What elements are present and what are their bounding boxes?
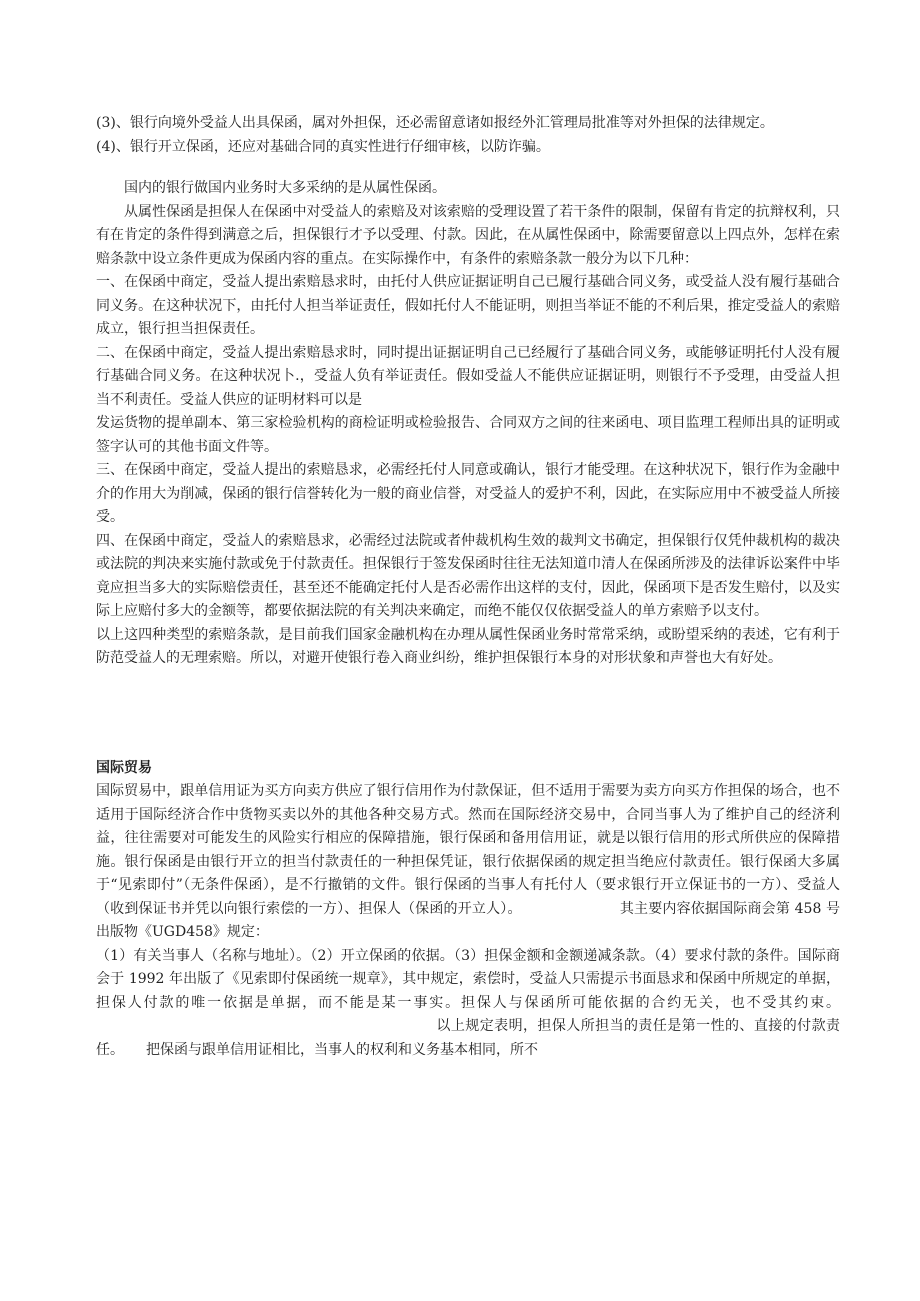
guarantee-compare-text: 把保函与跟单信用证相比，当事人的权利和义务基本相同，所不: [146, 1041, 538, 1058]
intl-trade-rules-text: 其主要内容依据国际商会第 458 号出版物《UGD458》规定：: [96, 900, 841, 940]
paragraph-domestic-banks: 国内的银行做国内业务时大多采纳的是从属性保函。: [124, 180, 446, 196]
spacer: [96, 671, 840, 757]
paragraph-item-4: (4)、银行开立保函，还应对基础合同的真实性进行仔细审核，以防诈骗。: [96, 138, 550, 155]
paragraph-clause-three: 三、在保函中商定，受益人提出的索赔恳求，必需经托付人同意或确认，银行才能受理。在这种状况下，银行作为金融中介的作用大为削减，保函的银行信誉转化为一般的商业信誉，对受益人的爱护不利，因此，在实际应用中不被受益人所接受。: [96, 462, 840, 525]
spacer: [96, 159, 840, 177]
paragraph-guarantee-content: [96, 945, 840, 1063]
guarantee-content-text: （1）有关当事人（名称与地址）。（2）开立保函的依据。（3）担保金额和金额递减条款。（4）要求付款的条件。国际商会于 1992 年出版了《见索即付保函统一规章》，其中规定，索偿时，受益人只需提示书面恳求和保函中所规定的单据，担保人付款的唯一依据是单据，而不能是某一事实。担保人与保函所可能依据的合约无关，也不受其约束。: [96, 947, 840, 1011]
paragraph-clause-two: 二、在保函中商定，受益人提出索赔恳求时，同时提出证据证明自己已经履行了基础合同义务，或能够证明托付人没有履行基础合同义务。在这种状况卜.，受益人负有举证责任。假如受益人不能供应证据证明，则银行不予受理，由受益人担当不利责任。受益人供应的证明材料可以是: [96, 344, 840, 408]
paragraph-intl-trade: [96, 780, 840, 945]
paragraph-accessory-guarantee: 从属性保函是担保人在保函中对受益人的索赔及对该索赔的受理设置了若干条件的限制，保留有肯定的抗辩权利，只有在肯定的条件得到满意之后，担保银行才予以受理、付款。因此，在从属性保函中，除需要留意以上四点外，怎样在索赔条款中设立条件更成为保函内容的重点。在实际操作中，有条件的索赔条款一般分为以下几种：: [96, 203, 840, 267]
guarantee-liability-text: 以上规定表明，担保人所担当的责任是第一性的、直接的付款责任。: [96, 1018, 840, 1058]
document-page: [96, 112, 840, 1062]
paragraph-clause-four: 四、在保函中商定，受益人的索赔恳求，必需经过法院或者仲裁机构生效的裁判文书确定，担保银行仅凭仲裁机构的裁决或法院的判决来实施付款或免于付款责任。担保银行于签发保函时往往无法知道巾清人在保函所涉及的法律诉讼案件中毕竟应担当多大的实际赔偿责任，甚至还不能确定托付人是否必需作出这样的支付，因此，保函项下是否发生赔付，以及实际上应赔付多大的金额等，都要依据法院的有关判决来确定，而绝不能仅仅依据受益人的单方索赔予以支付。: [96, 532, 840, 619]
section-heading: 国际贸易: [96, 759, 152, 776]
paragraph-item-3: (3)、银行向境外受益人出具保函，属对外担保，还必需留意诸如报经外汇管理局批准等对外担保的法律规定。: [96, 115, 774, 131]
paragraph-summary: 以上这四种类型的索赔条款，是目前我们国家金融机构在办理从属性保函业务时常常采纳，或盼望采纳的表述，它有利于防范受益人的无理索赔。所以，对避开使银行卷入商业纠纷，维护担保银行本身的对形状象和声誉也大有好处。: [96, 626, 840, 666]
paragraph-clause-two-materials: 发运货物的提单副本、第三家检验机构的商检证明或检验报告、合同双方之间的往来函电、项目监理工程师出具的证明或签字认可的其他书面文件等。: [96, 415, 840, 455]
intl-trade-text: 国际贸易中，跟单信用证为买方向卖方供应了银行信用作为付款保证，但不适用于需要为卖方向买方作担保的场合，也不适用于国际经济合作中货物买卖以外的其他各种交易方式。然而在国际经济交易中，合同当事人为了维护自己的经济利益，往往需要对可能发生的风险实行相应的保障措施，银行保函和备用信用证，就是以银行信用的形式所供应的保障措施。银行保函是由银行开立的担当付款责任的一种担保凭证，银行依据保函的规定担当绝应付款责任。银行保函大多属于“见索即付”（无条件保函），是不行撤销的文件。银行保函的当事人有托付人（要求银行开立保证书的一方）、受益人（收到保证书并凭以向银行索偿的一方）、担保人（保函的开立人）。: [96, 783, 840, 917]
paragraph-clause-one: 一、在保函中商定，受益人提出索赔恳求时，由托付人供应证据证明自己已履行基础合同义务，或受益人没有履行基础合同义务。在这种状况下，由托付人担当举证责任，假如托付人不能证明，则担当举证不能的不利后果，推定受益人的索赔成立，银行担当担保责任。: [96, 274, 840, 337]
